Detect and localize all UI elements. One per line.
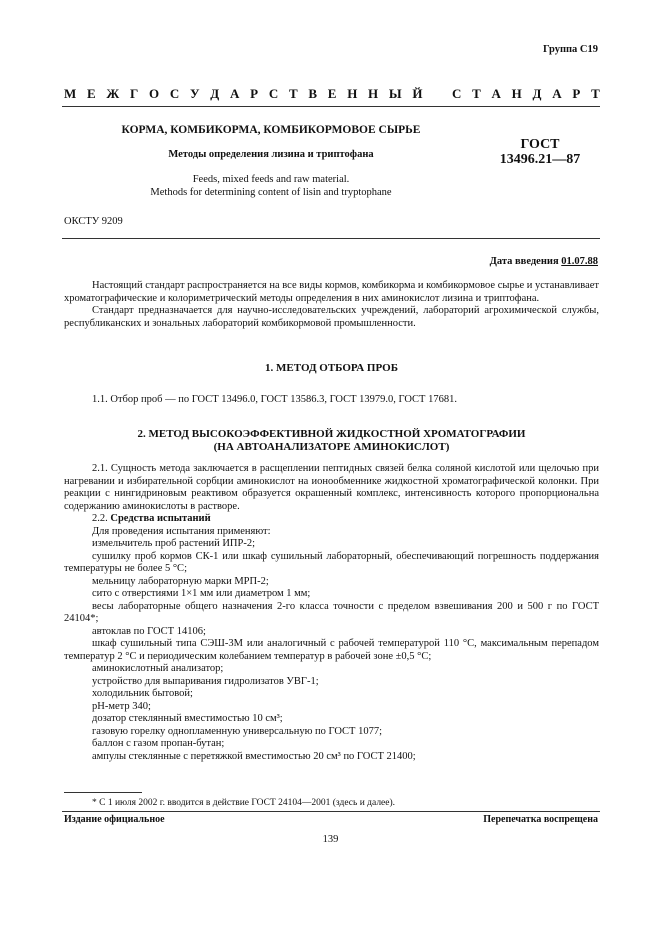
list-item: дозатор стеклянный вместимостью 10 см³; — [92, 713, 283, 724]
list-item: устройство для выпаривания гидролизатов УВГ-1; — [92, 675, 319, 687]
banner-letter: С — [169, 86, 180, 101]
list-item: шкаф сушильный типа СЭШ-3М или аналогичный с рабочей температурой 110 °С, максимальным перепадом температур 2 °С и периодическим колебанием температур в рабочей зоне ±0,5 °С; — [64, 638, 599, 662]
list-item: сушилку проб кормов СК-1 или шкаф сушильный лабораторный, обеспечивающий погрешность поддержания температуры не более 5 °С; — [64, 550, 599, 574]
banner-letter: А — [552, 86, 562, 101]
document-subtitle: Методы определения лизина и триптофана — [168, 149, 374, 160]
banner-letter — [433, 86, 441, 102]
section-1-text — [64, 394, 599, 407]
banner-letter: М — [64, 86, 77, 101]
banner-letter: Д — [210, 86, 220, 101]
banner-letter: Г — [130, 86, 139, 101]
clause-2-2-heading — [64, 513, 599, 526]
banner-letter: Н — [511, 86, 522, 101]
intro-paragraph-2: Стандарт предназначается для научно-исследовательских учреждений, лабораторий агрохимической службы, республиканских и зональных лабораторий комбикормовой промышленности. — [64, 305, 599, 329]
list-item: рН-метр 340; — [92, 700, 151, 712]
banner-letter: Й — [412, 86, 423, 101]
list-item: мельницу лабораторную марки МРП-2; — [92, 575, 269, 587]
gost-label: ГОСТ — [520, 137, 560, 152]
page-number: 139 — [322, 834, 339, 845]
banner-letter: Е — [87, 86, 96, 101]
clause-2-2-intro: Для проведения испытания применяют: — [92, 525, 271, 537]
footer-rule — [62, 811, 600, 812]
list-item: автоклав по ГОСТ 14106; — [92, 625, 206, 637]
official-edition: Издание официальное — [64, 814, 165, 825]
banner-letter: Е — [327, 86, 337, 101]
clause-2-2-title: Средства испытаний — [110, 513, 211, 524]
list-item: весы лабораторные общего назначения 2-го класса точности с пределом взвешивания 200 и 500 г по ГОСТ 24104*; — [64, 600, 599, 624]
interstate-standard-banner — [64, 86, 600, 102]
intro-paragraph-1: Настоящий стандарт распространяется на все виды кормов, комбикорма и комбикормовое сырье и устанавливает хроматографические и колориметрический методы определения в них аминокислот лизина и триптофана. — [64, 280, 599, 304]
banner-letter: Ж — [106, 86, 120, 101]
gost-designation — [480, 137, 600, 167]
banner-letter: Р — [572, 86, 581, 101]
banner-letter: Н — [347, 86, 358, 101]
banner-letter: У — [190, 86, 200, 101]
banner-letter: С — [268, 86, 279, 101]
banner-letter: В — [308, 86, 318, 101]
list-item: баллон с газом пропан-бутан; — [92, 738, 225, 749]
document-title: КОРМА, КОМБИКОРМА, КОМБИКОРМОВОЕ СЫРЬЕ — [121, 124, 421, 136]
date-label: Дата введения — [489, 256, 559, 267]
gost-number: 13496.21—87 — [499, 152, 581, 167]
list-item: сито с отверстиями 1×1 мм или диаметром 1 мм; — [92, 588, 311, 599]
banner-letter: Ы — [388, 86, 402, 101]
banner-letter: А — [491, 86, 501, 101]
list-item: аминокислотный анализатор; — [92, 663, 224, 674]
footnote: * С 1 июля 2002 г. вводится в действие ГОСТ 24104—2001 (здесь и далее). — [92, 798, 396, 808]
clause-2-1: 2.1. Сущность метода заключается в расщеплении пептидных связей белка соляной кислотой или щелочью при нагревании и избирательной сорбции аминокислот на ионообменнике жидкостной хроматографической колонки. При реакции с нингидриновым реактивом образуется окрашенный комплекс, интенсивность которого пропорциональна содержанию аминокислоты в растворе. — [64, 463, 599, 512]
section-1-heading: 1. МЕТОД ОТБОРА ПРОБ — [265, 362, 398, 374]
banner-letter: О — [149, 86, 160, 101]
equipment-list — [64, 538, 599, 763]
footnote-rule — [64, 792, 142, 793]
clause-2-2-number: 2.2. — [92, 513, 108, 524]
english-title-line-1: Feeds, mixed feeds and raw material. — [192, 174, 350, 185]
banner-letter: Д — [532, 86, 542, 101]
group-code: Группа С19 — [542, 44, 598, 55]
clause-1-1: 1.1. Отбор проб — по ГОСТ 13496.0, ГОСТ 13586.3, ГОСТ 13979.0, ГОСТ 17681. — [92, 394, 457, 405]
section-2-text — [64, 463, 599, 763]
banner-letter: Р — [250, 86, 259, 101]
section-2-heading-line-1: 2. МЕТОД ВЫСОКОЭФФЕКТИВНОЙ ЖИДКОСТНОЙ ХРОМАТОГРАФИИ — [137, 428, 526, 440]
effective-date — [0, 256, 598, 267]
banner-letter: А — [229, 86, 240, 101]
list-item: холодильник бытовой; — [92, 688, 193, 699]
list-item: газовую горелку однопламенную универсальную по ГОСТ 1077; — [92, 725, 383, 737]
section-2-heading — [64, 428, 599, 454]
banner-letter: Н — [368, 86, 379, 101]
intro-text — [64, 280, 599, 330]
okstu-rule — [62, 238, 600, 239]
banner-letter: Т — [472, 86, 481, 101]
banner-letter: Т — [591, 86, 600, 101]
header-rule — [62, 106, 600, 107]
list-item: ампулы стеклянные с перетяжкой вместимостью 20 см³ по ГОСТ 21400; — [92, 750, 416, 762]
reprint-prohibited: Перепечатка воспрещена — [483, 814, 598, 825]
date-value: 01.07.88 — [561, 256, 598, 267]
list-item: измельчитель проб растений ИПР-2; — [92, 538, 256, 549]
banner-letter: Т — [288, 86, 298, 101]
okstu-code: ОКСТУ 9209 — [64, 216, 123, 227]
english-title-line-2: Methods for determining content of lisin and tryptophane — [150, 186, 392, 198]
banner-letter: С — [452, 86, 462, 101]
section-2-heading-line-2: (НА АВТОАНАЛИЗАТОРЕ АМИНОКИСЛОТ) — [213, 441, 450, 453]
english-title — [62, 174, 480, 199]
